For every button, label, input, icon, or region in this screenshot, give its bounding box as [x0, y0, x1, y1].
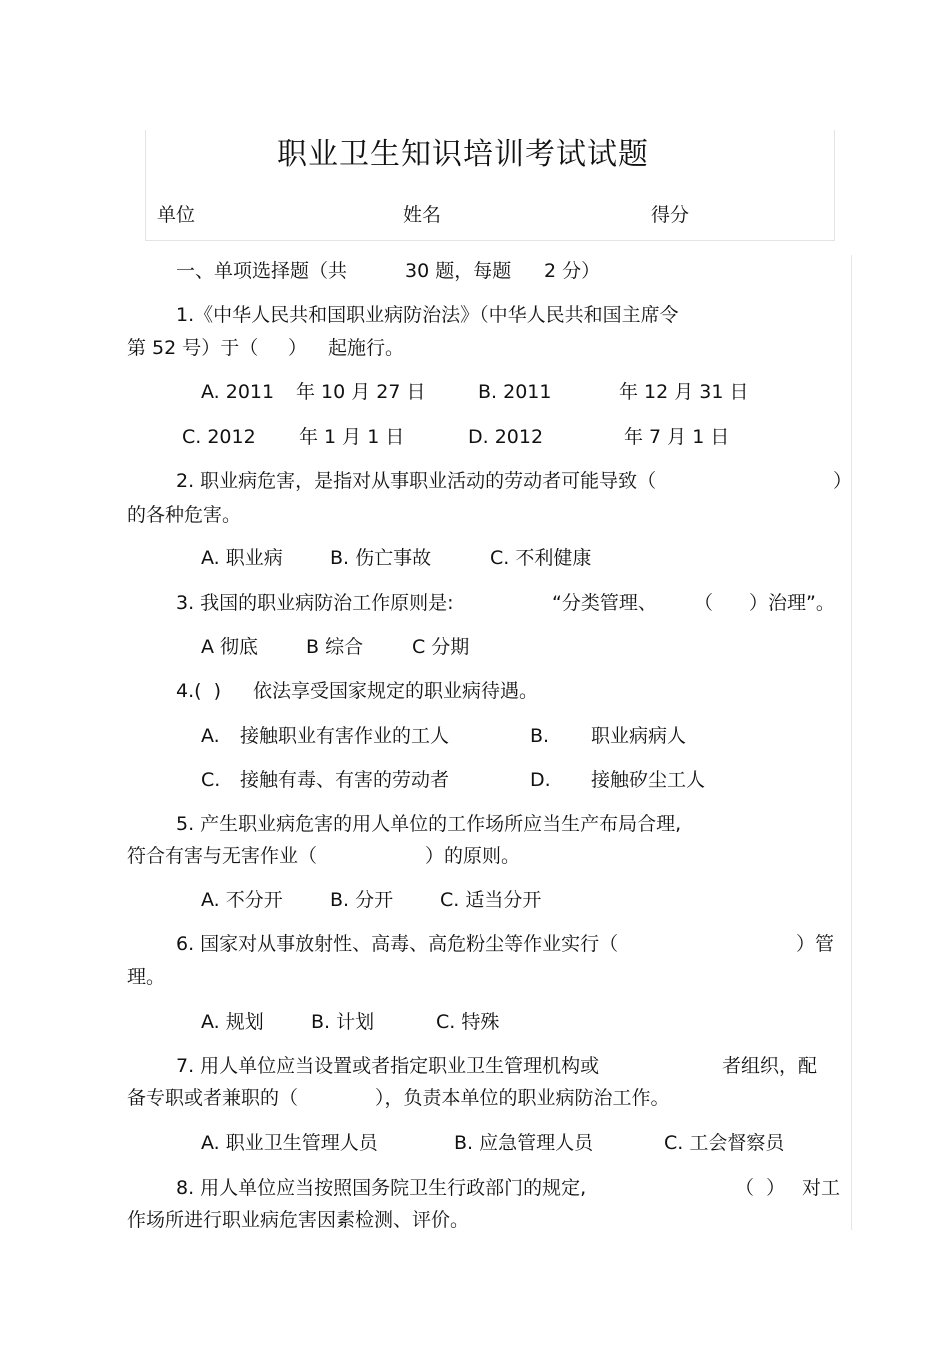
question-6-stem-line2: 理。: [127, 966, 166, 988]
question-2-option-c: C. 不利健康: [490, 547, 592, 569]
score-label: 得分: [651, 204, 690, 226]
question-1-option-d: D. 2012: [468, 426, 544, 448]
question-1-option-a-date: 年 10 月 27 日: [296, 381, 426, 403]
question-4-option-b-letter: B.: [530, 725, 550, 747]
unit-label: 单位: [157, 204, 196, 226]
question-3-stem: 3. 我国的职业病防治工作原则是:: [176, 592, 454, 614]
question-6-stem-tail: ）管: [796, 933, 835, 955]
question-3-option-b: B 综合: [306, 636, 364, 658]
question-7-option-c: C. 工会督察员: [664, 1132, 785, 1154]
question-5-stem-line1: 5. 产生职业病危害的用人单位的工作场所应当生产布局合理,: [176, 813, 682, 835]
section-heading-part3: 2 分）: [544, 260, 601, 282]
question-3-option-c: C 分期: [412, 636, 470, 658]
question-5-stem-end: ）的原则。: [425, 845, 521, 867]
question-5-stem-line2: 符合有害与无害作业（: [127, 845, 318, 867]
question-6-stem-line1: 6. 国家对从事放射性、高毒、高危粉尘等作业实行（: [176, 933, 619, 955]
question-8-stem-line1: 8. 用人单位应当按照国务院卫生行政部门的规定,: [176, 1177, 587, 1199]
question-4-option-a-letter: A.: [201, 725, 220, 747]
question-7-stem-line2: 备专职或者兼职的（: [127, 1087, 299, 1109]
question-2-option-b: B. 伤亡事故: [330, 547, 432, 569]
question-4-stem: 依法享受国家规定的职业病待遇。: [253, 680, 539, 702]
question-1-option-b: B. 2011: [478, 381, 552, 403]
question-1-option-c-date: 年 1 月 1 日: [299, 426, 405, 448]
question-1-option-b-date: 年 12 月 31 日: [619, 381, 749, 403]
question-7-option-b: B. 应急管理人员: [454, 1132, 594, 1154]
question-3-quote: “分类管理、: [552, 592, 657, 614]
question-3-open-paren: （: [694, 592, 714, 614]
question-4-option-d-letter: D.: [530, 769, 551, 791]
section-heading-part1: 一、单项选择题（共: [176, 260, 348, 282]
section-heading-part2: 30 题，每题: [405, 260, 512, 282]
question-8-paren: （ ）: [735, 1177, 786, 1199]
right-margin-rule: [851, 255, 852, 1230]
question-2-option-a: A. 职业病: [201, 547, 283, 569]
question-5-option-c: C. 适当分开: [440, 889, 542, 911]
question-4-option-d: 接触矽尘工人: [591, 769, 706, 791]
question-4-option-a: 接触职业有害作业的工人: [240, 725, 450, 747]
question-1-stem-end: 起施行。: [328, 337, 405, 359]
question-5-option-b: B. 分开: [330, 889, 394, 911]
question-2-close-paren: ）: [833, 470, 853, 492]
question-1-option-d-date: 年 7 月 1 日: [624, 426, 730, 448]
question-5-option-a: A. 不分开: [201, 889, 283, 911]
question-4-number: 4.( ): [176, 680, 222, 702]
question-8-stem-line2: 作场所进行职业病危害因素检测、评价。: [127, 1209, 470, 1231]
question-7-stem-tail: 者组织，配: [722, 1055, 818, 1077]
question-4-option-b: 职业病病人: [591, 725, 687, 747]
question-8-stem-tail: 对工: [802, 1177, 841, 1199]
question-6-option-b: B. 计划: [311, 1011, 375, 1033]
question-6-option-c: C. 特殊: [436, 1011, 500, 1033]
question-3-option-a: A 彻底: [201, 636, 259, 658]
question-7-stem-end: ），负责本单位的职业病防治工作。: [375, 1087, 670, 1109]
page-title: 职业卫生知识培训考试试题: [277, 137, 649, 172]
question-1-option-c: C. 2012: [182, 426, 256, 448]
question-6-option-a: A. 规划: [201, 1011, 264, 1033]
question-1-option-a: A. 2011: [201, 381, 275, 403]
question-4-option-c: 接触有毒、有害的劳动者: [240, 769, 450, 791]
question-4-option-c-letter: C.: [201, 769, 221, 791]
question-2-stem-line2: 的各种危害。: [127, 504, 242, 526]
question-7-stem-line1: 7. 用人单位应当设置或者指定职业卫生管理机构或: [176, 1055, 600, 1077]
question-1-stem-line1: 1.《中华人民共和国职业病防治法》（中华人民共和国主席令: [176, 304, 679, 326]
question-1-paren: ）: [288, 337, 308, 359]
question-1-stem-line2: 第 52 号）于（: [127, 337, 259, 359]
question-2-stem-line1: 2. 职业病危害，是指对从事职业活动的劳动者可能导致（: [176, 470, 657, 492]
question-7-option-a: A. 职业卫生管理人员: [201, 1132, 378, 1154]
name-label: 姓名: [403, 204, 442, 226]
question-3-quote-end: ）治理”。: [749, 592, 835, 614]
